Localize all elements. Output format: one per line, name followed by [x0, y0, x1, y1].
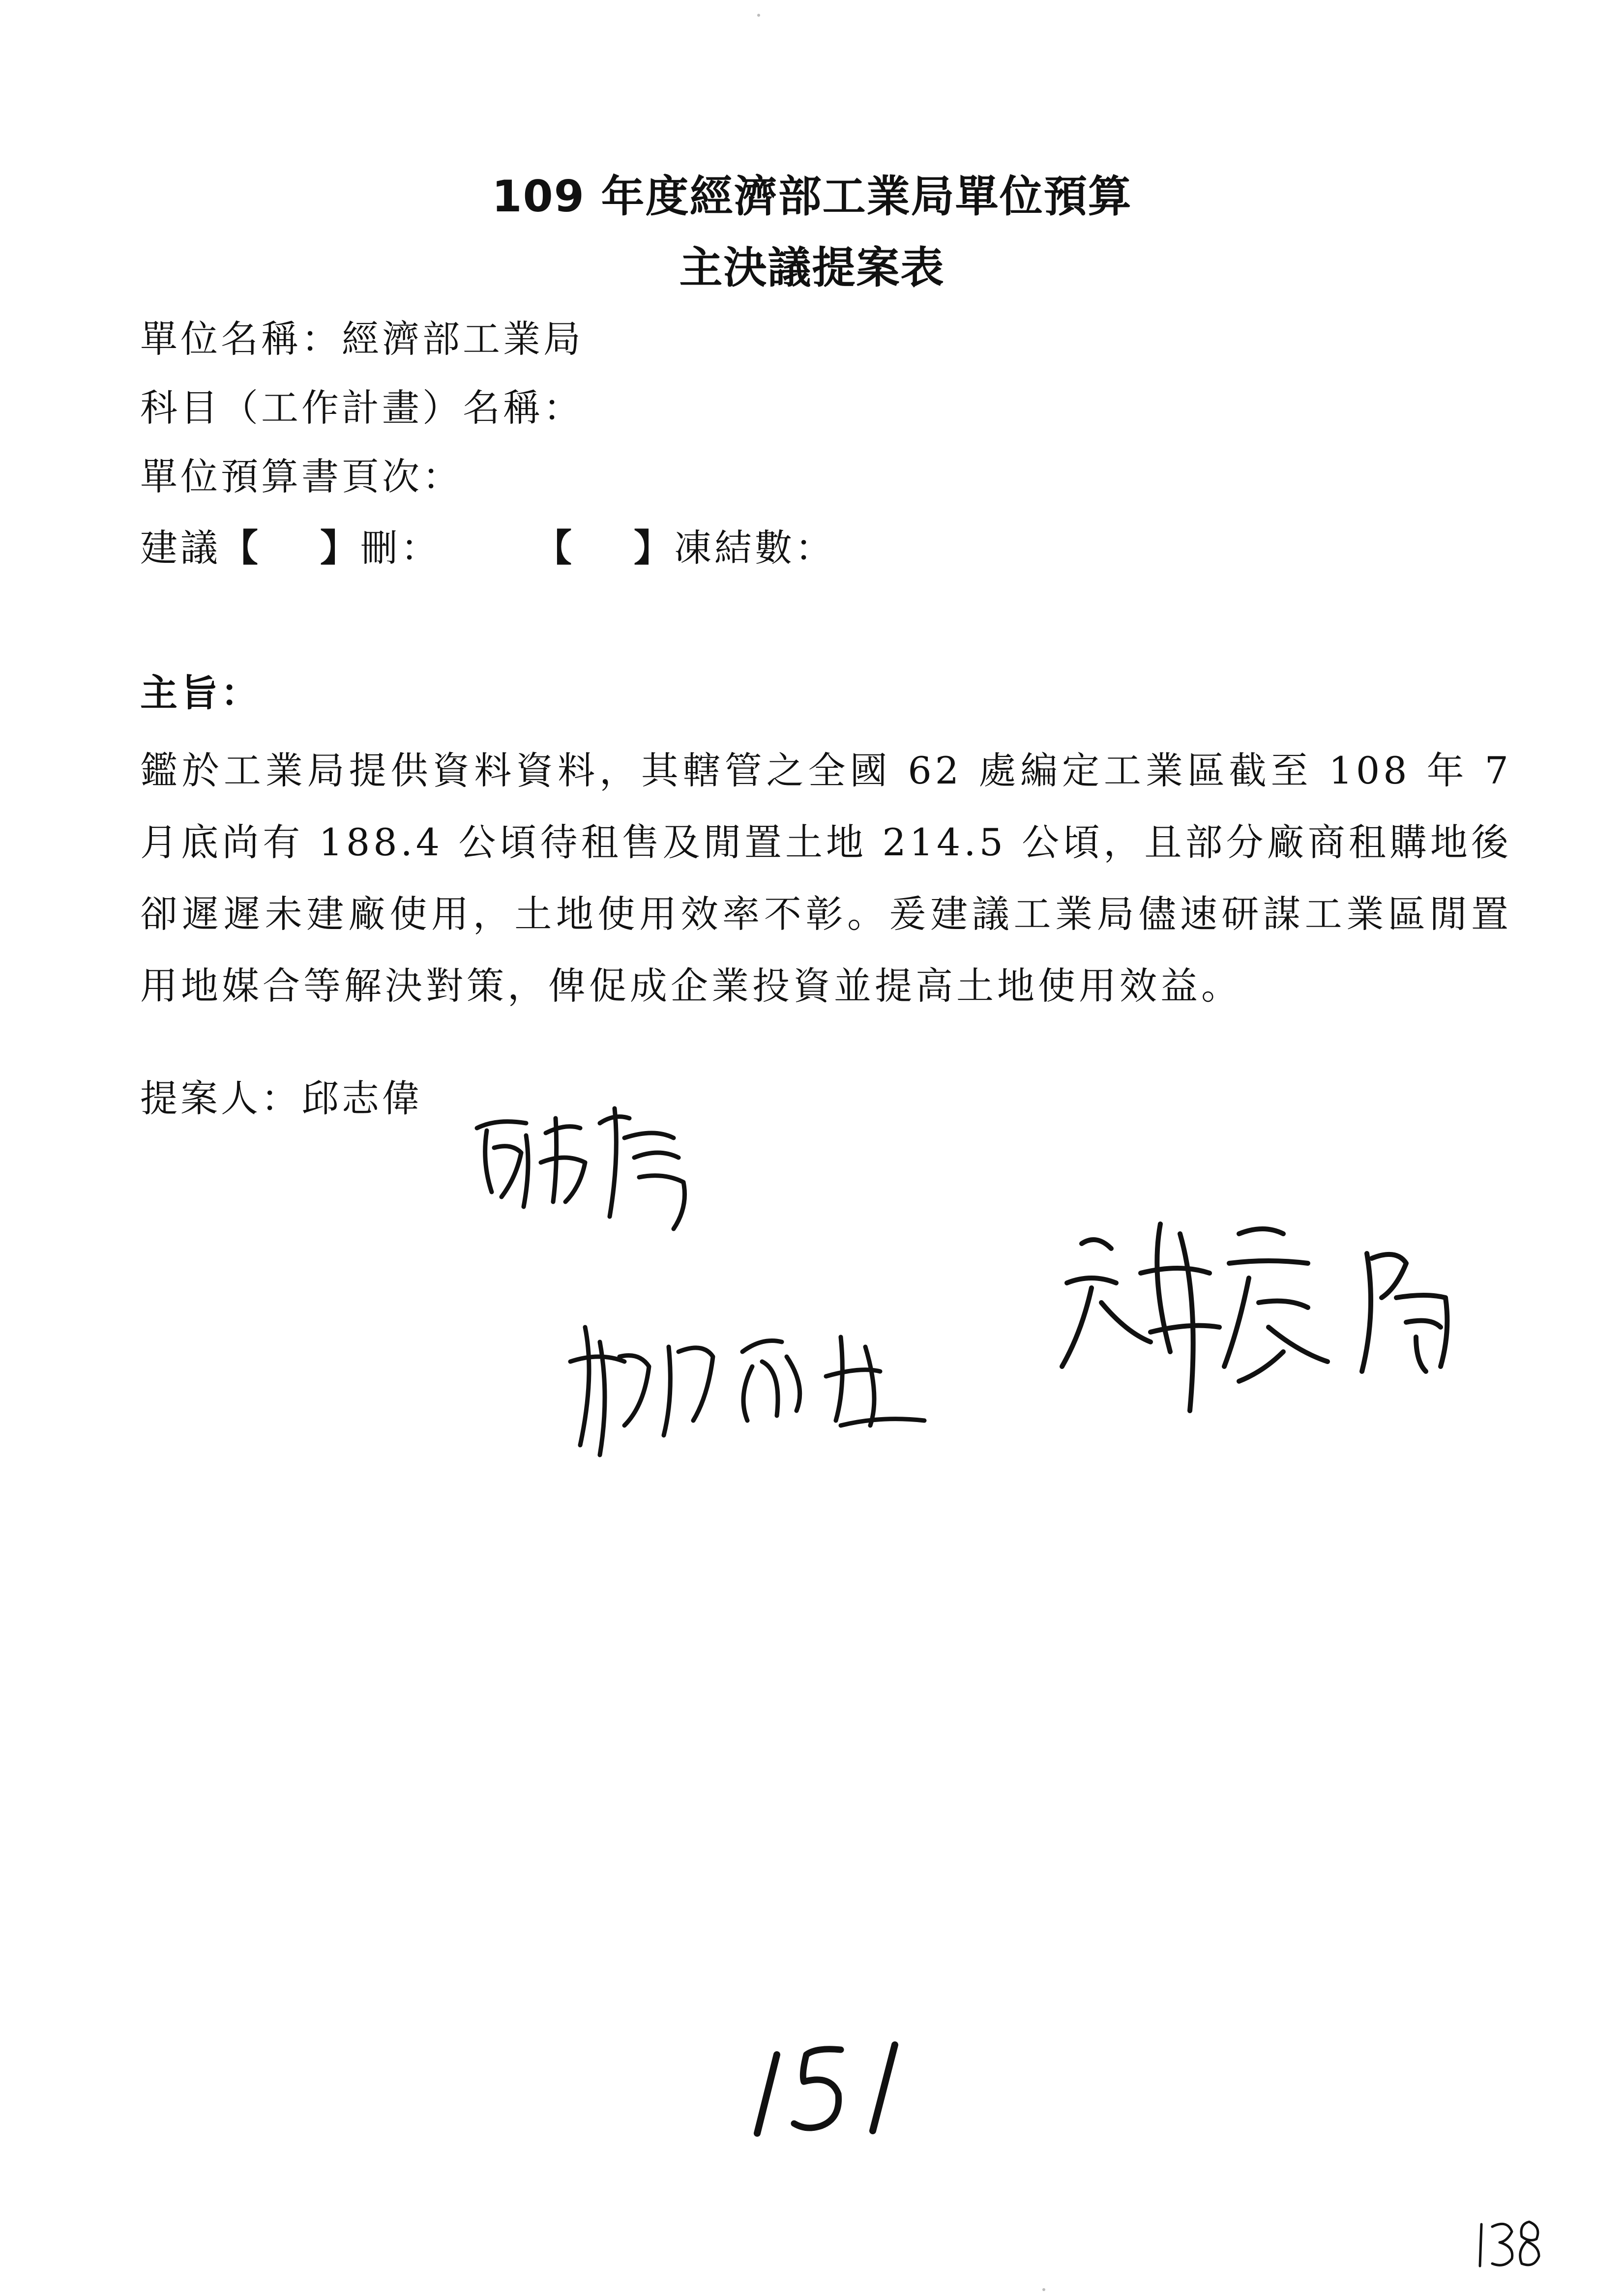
subject-name-field: 科目（工作計畫）名稱：: [140, 386, 584, 430]
signature-cosigner-1: [565, 1298, 939, 1460]
corner-page-number: [1473, 2212, 1546, 2276]
suggestion-prefix: 建議: [140, 526, 221, 570]
bracket-open-1: 【: [221, 526, 261, 570]
unit-name-field: 單位名稱：經濟部工業局: [140, 317, 584, 361]
suggestion-field: [140, 523, 835, 573]
scan-speck: [1042, 2288, 1045, 2291]
purpose-heading: 主旨：: [140, 671, 261, 715]
bracket-close-1: 】: [320, 526, 360, 570]
signature-qiu-zhiwei: [467, 1089, 708, 1236]
handwritten-page-number: [747, 2035, 910, 2138]
document-subtitle: 主決議提案表: [679, 242, 945, 293]
signature-cosigner-2: [1052, 1204, 1495, 1430]
bracket-open-2: 【: [534, 526, 575, 570]
page-ref-field: 單位預算書頁次：: [140, 455, 463, 498]
purpose-body: 鑑於工業局提供資料資料，其轄管之全國 62 處編定工業區截至 108 年 7 月底尚有 188.4 公頃待租售及閒置土地 214.5 公頃，且部分廠商租購地後卻遲遲未建廠使用，土地使用效率不彰。爰建議工業局儘速研謀工業區閒置用地媒合等解決對策，俾促成企業投資並提高土地使用效益。: [140, 749, 1512, 1008]
delete-label: 刪：: [360, 526, 441, 570]
document-title: 109 年度經濟部工業局單位預算: [492, 171, 1132, 222]
proposer-line: 提案人：邱志偉: [140, 1076, 422, 1120]
freeze-label: 凍結數：: [674, 526, 835, 570]
scan-speck: [757, 14, 760, 17]
bracket-close-2: 】: [634, 526, 674, 570]
